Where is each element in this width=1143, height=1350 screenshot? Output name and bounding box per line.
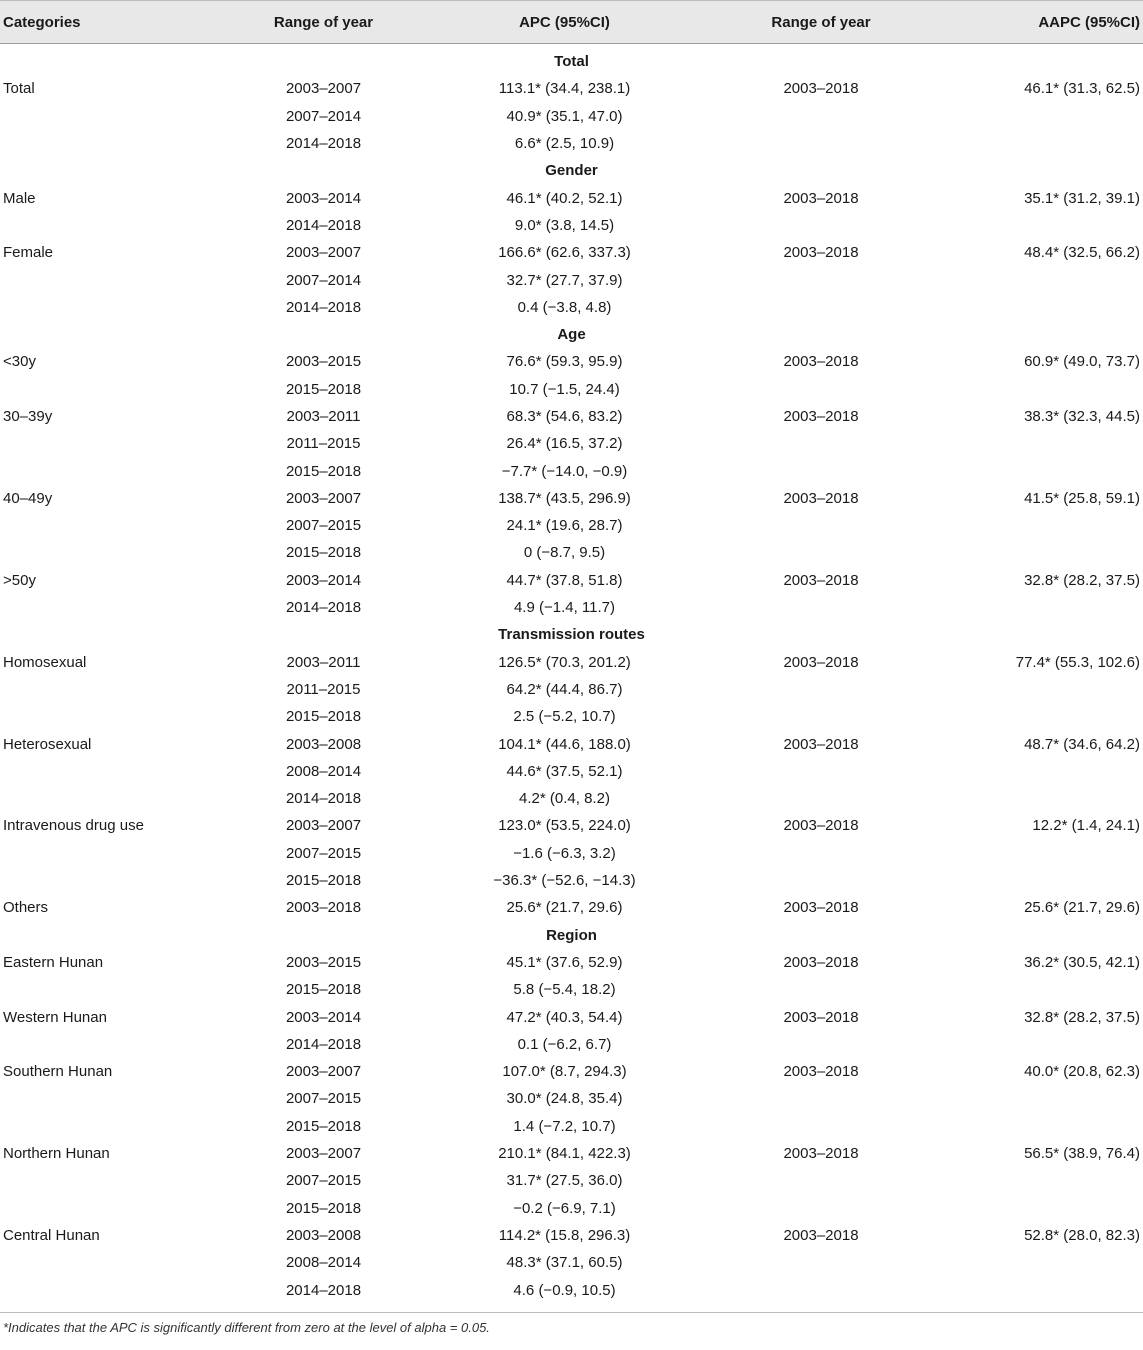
aapc-range-cell (697, 103, 945, 130)
aapc-cell: 12.2* (1.4, 24.1) (1032, 817, 1140, 835)
section-heading: Total (554, 53, 589, 71)
aapc-cell: 60.9* (49.0, 73.7) (1024, 353, 1140, 371)
apc-range-cell: 2003–2015 (285, 953, 362, 971)
section-row (0, 44, 1143, 76)
table-row (0, 894, 1143, 921)
apc-cell: 30.0* (24.8, 35.4) (506, 1090, 623, 1108)
category-cell (0, 867, 215, 894)
category-cell: Heterosexual (3, 735, 92, 753)
apc-range-cell: 2007–2015 (285, 517, 362, 535)
apc-cell: 210.1* (84.1, 422.3) (498, 1145, 631, 1163)
aapc-range-cell (697, 376, 945, 403)
category-cell: 30–39y (3, 408, 53, 425)
aapc-range-cell (697, 976, 945, 1003)
category-cell (0, 130, 215, 157)
aapc-range-cell: 2003–2018 (783, 408, 859, 425)
category-cell (0, 103, 215, 130)
apc-cell: −7.7* (−14.0, −0.9) (501, 462, 628, 480)
apc-range-cell: 2003–2014 (285, 571, 362, 589)
apc-cell: 26.4* (16.5, 37.2) (506, 435, 623, 453)
apc-cell: 1.4 (−7.2, 10.7) (513, 1117, 616, 1135)
apc-cell: 40.9* (35.1, 47.0) (506, 107, 623, 125)
aapc-range-cell (697, 130, 945, 157)
aapc-cell: 32.8* (28.2, 37.5) (1024, 1008, 1140, 1026)
table-row (0, 812, 1143, 839)
category-cell: Western Hunan (3, 1008, 107, 1026)
apc-range-cell: 2014–2018 (285, 298, 362, 316)
apc-cell: 123.0* (53.5, 224.0) (498, 817, 631, 835)
aapc-cell: 32.8* (28.2, 37.5) (1024, 571, 1140, 589)
aapc-cell (945, 376, 1143, 403)
apc-cell: 64.2* (44.4, 86.7) (506, 680, 623, 698)
category-cell (0, 1194, 215, 1221)
table-row (0, 512, 1143, 539)
category-cell (0, 212, 215, 239)
table-row (0, 457, 1143, 484)
aapc-range-cell (697, 594, 945, 621)
apc-range-cell: 2003–2007 (285, 244, 362, 262)
category-cell (0, 1085, 215, 1112)
aapc-range-cell: 2003–2018 (783, 1145, 859, 1163)
apc-range-cell: 2003–2011 (286, 408, 361, 425)
section-row (0, 621, 1143, 648)
table-row (0, 1276, 1143, 1303)
apc-cell: 45.1* (37.6, 52.9) (506, 953, 623, 971)
category-cell: <30y (3, 353, 36, 371)
apc-range-cell: 2015–2018 (285, 872, 362, 890)
apc-cell: 9.0* (3.8, 14.5) (514, 216, 615, 234)
aapc-range-cell: 2003–2018 (783, 489, 859, 507)
aapc-range-cell (697, 1276, 945, 1303)
table-row (0, 266, 1143, 293)
apc-range-cell: 2014–2018 (285, 216, 362, 234)
apc-range-cell: 2007–2014 (285, 271, 362, 289)
aapc-cell: 38.3* (32.3, 44.5) (1024, 408, 1140, 425)
aapc-cell (945, 785, 1143, 812)
table-row (0, 294, 1143, 321)
apc-range-cell: 2003–2007 (285, 817, 362, 835)
apc-cell: 107.0* (8.7, 294.3) (502, 1063, 627, 1081)
table-row (0, 1058, 1143, 1085)
apc-cell: 0.4 (−3.8, 4.8) (517, 298, 612, 316)
apc-cell: −1.6 (−6.3, 3.2) (513, 844, 616, 862)
category-cell (0, 1276, 215, 1303)
aapc-range-cell: 2003–2018 (783, 1226, 859, 1244)
table-row (0, 1249, 1143, 1276)
section-row (0, 157, 1143, 184)
table-row (0, 539, 1143, 566)
apc-range-cell: 2003–2018 (285, 899, 362, 917)
category-cell (0, 457, 215, 484)
apc-cell: 113.1* (34.4, 238.1) (498, 80, 631, 98)
apc-range-cell: 2003–2008 (285, 735, 362, 753)
aapc-range-cell (697, 1031, 945, 1058)
table-row (0, 949, 1143, 976)
aapc-cell (945, 594, 1143, 621)
aapc-cell (945, 1113, 1143, 1140)
aapc-range-cell (697, 512, 945, 539)
apc-range-cell: 2014–2018 (285, 1281, 362, 1299)
category-cell (0, 703, 215, 730)
aapc-range-cell: 2003–2018 (783, 1063, 859, 1081)
table-row (0, 130, 1143, 157)
apc-range-cell: 2015–2018 (285, 1199, 362, 1217)
table-row (0, 430, 1143, 457)
aapc-cell (945, 676, 1143, 703)
aapc-cell (945, 1276, 1143, 1303)
apc-cell: 48.3* (37.1, 60.5) (506, 1254, 623, 1272)
apc-range-cell: 2003–2014 (285, 1008, 362, 1026)
aapc-cell (945, 212, 1143, 239)
category-cell (0, 539, 215, 566)
category-cell: Intravenous drug use (3, 817, 144, 835)
apc-cell: 4.6 (−0.9, 10.5) (513, 1281, 616, 1299)
category-cell: Total (3, 80, 35, 98)
table-row (0, 840, 1143, 867)
apc-cell: 6.6* (2.5, 10.9) (514, 135, 615, 153)
apc-cell: 68.3* (54.6, 83.2) (506, 408, 623, 425)
table-row (0, 403, 1143, 430)
aapc-cell (945, 840, 1143, 867)
apc-cell: 44.6* (37.5, 52.1) (506, 762, 623, 780)
apc-range-cell: 2011–2015 (286, 680, 361, 698)
apc-range-cell: 2015–2018 (285, 380, 362, 398)
category-cell (0, 1031, 215, 1058)
apc-range-cell: 2014–2018 (285, 790, 362, 808)
apc-range-cell: 2015–2018 (285, 544, 362, 562)
table-row (0, 103, 1143, 130)
aapc-range-cell (697, 840, 945, 867)
apc-range-cell: 2015–2018 (285, 708, 362, 726)
apc-range-cell: 2014–2018 (285, 1035, 362, 1053)
category-cell: Southern Hunan (3, 1063, 113, 1081)
aapc-range-cell (697, 457, 945, 484)
aapc-cell: 35.1* (31.2, 39.1) (1024, 189, 1140, 207)
apc-cell: 4.9 (−1.4, 11.7) (513, 599, 616, 617)
aapc-cell (945, 1249, 1143, 1276)
aapc-range-cell (697, 1249, 945, 1276)
aapc-range-cell: 2003–2018 (783, 817, 859, 835)
aapc-cell (945, 1085, 1143, 1112)
table-row (0, 1140, 1143, 1167)
apc-range-cell: 2015–2018 (285, 1117, 362, 1135)
apc-range-cell: 2014–2018 (285, 599, 362, 617)
apc-range-cell: 2003–2007 (285, 80, 362, 98)
apc-range-cell: 2015–2018 (285, 462, 362, 480)
section-heading: Region (546, 926, 597, 944)
apc-cell: 25.6* (21.7, 29.6) (506, 899, 623, 917)
apc-cell: 46.1* (40.2, 52.1) (506, 189, 623, 207)
table-row (0, 1167, 1143, 1194)
aapc-cell: 56.5* (38.9, 76.4) (1024, 1145, 1140, 1163)
apc-range-cell: 2007–2015 (285, 844, 362, 862)
table-row (0, 376, 1143, 403)
aapc-range-cell (697, 1113, 945, 1140)
table-row (0, 594, 1143, 621)
category-cell (0, 512, 215, 539)
section-heading: Age (557, 326, 586, 344)
category-cell: Eastern Hunan (3, 953, 104, 971)
category-cell: Others (3, 899, 49, 917)
header-categories: Categories (0, 1, 215, 44)
apc-range-cell: 2015–2018 (285, 981, 362, 999)
aapc-cell (945, 512, 1143, 539)
table-body (0, 44, 1143, 1304)
category-cell: 40–49y (3, 489, 53, 507)
apc-range-cell: 2003–2011 (286, 653, 361, 671)
table-row (0, 703, 1143, 730)
category-cell: Homosexual (3, 653, 87, 671)
category-cell (0, 676, 215, 703)
table-row (0, 976, 1143, 1003)
aapc-range-cell: 2003–2018 (783, 80, 859, 98)
category-cell (0, 840, 215, 867)
aapc-cell: 36.2* (30.5, 42.1) (1024, 953, 1140, 971)
aapc-cell: 25.6* (21.7, 29.6) (1024, 899, 1140, 917)
apc-cell: 138.7* (43.5, 296.9) (498, 489, 631, 507)
aapc-range-cell (697, 867, 945, 894)
table-row (0, 867, 1143, 894)
aapc-range-cell (697, 676, 945, 703)
category-cell (0, 376, 215, 403)
section-heading: Transmission routes (498, 626, 645, 644)
aapc-cell (945, 703, 1143, 730)
table-row (0, 730, 1143, 757)
aapc-range-cell: 2003–2018 (783, 1008, 859, 1026)
apc-cell: 76.6* (59.3, 95.9) (506, 353, 623, 371)
table-row (0, 649, 1143, 676)
table-row (0, 567, 1143, 594)
apc-range-cell: 2007–2014 (285, 107, 362, 125)
aapc-range-cell: 2003–2018 (783, 899, 859, 917)
aapc-cell (945, 539, 1143, 566)
category-cell (0, 594, 215, 621)
apc-cell: 5.8 (−5.4, 18.2) (513, 981, 616, 999)
table-footnote: *Indicates that the APC is significantly different from zero at the level of alpha = 0.05. (0, 1312, 1143, 1335)
table-row (0, 1113, 1143, 1140)
table-row (0, 785, 1143, 812)
aapc-range-cell: 2003–2018 (783, 735, 859, 753)
apc-cell: 44.7* (37.8, 51.8) (506, 571, 623, 589)
apc-range-cell: 2003–2008 (285, 1226, 362, 1244)
category-cell: Central Hunan (3, 1226, 100, 1244)
apc-range-cell: 2007–2015 (285, 1090, 362, 1108)
apc-cell: 114.2* (15.8, 296.3) (498, 1226, 631, 1244)
aapc-cell (945, 130, 1143, 157)
apc-range-cell: 2011–2015 (286, 435, 361, 453)
category-cell: >50y (3, 571, 36, 589)
category-cell (0, 430, 215, 457)
apc-cell: −0.2 (−6.9, 7.1) (513, 1199, 616, 1217)
aapc-range-cell (697, 785, 945, 812)
aapc-cell: 48.7* (34.6, 64.2) (1024, 735, 1140, 753)
table-row (0, 184, 1143, 211)
aapc-range-cell: 2003–2018 (783, 244, 859, 262)
aapc-range-cell: 2003–2018 (783, 189, 859, 207)
aapc-cell: 48.4* (32.5, 66.2) (1024, 244, 1140, 262)
apc-range-cell: 2003–2007 (285, 489, 362, 507)
apc-range-cell: 2003–2007 (285, 1145, 362, 1163)
aapc-cell (945, 430, 1143, 457)
category-cell (0, 1113, 215, 1140)
aapc-range-cell (697, 1194, 945, 1221)
apc-cell: 126.5* (70.3, 201.2) (498, 653, 631, 671)
apc-cell: 10.7 (−1.5, 24.4) (509, 380, 620, 398)
aapc-cell: 40.0* (20.8, 62.3) (1024, 1063, 1140, 1081)
aapc-cell (945, 867, 1143, 894)
aapc-cell (945, 457, 1143, 484)
aapc-cell: 52.8* (28.0, 82.3) (1024, 1226, 1140, 1244)
apc-range-cell: 2008–2014 (285, 1254, 362, 1272)
apc-range-cell: 2014–2018 (285, 135, 362, 153)
apc-cell: 32.7* (27.7, 37.9) (506, 271, 623, 289)
table-row (0, 485, 1143, 512)
apc-range-cell: 2003–2007 (285, 1063, 362, 1081)
aapc-range-cell: 2003–2018 (783, 571, 859, 589)
aapc-cell (945, 1167, 1143, 1194)
apc-cell: 166.6* (62.6, 337.3) (498, 244, 631, 262)
aapc-cell: 46.1* (31.3, 62.5) (1024, 80, 1140, 98)
aapc-range-cell: 2003–2018 (783, 653, 859, 671)
aapc-range-cell (697, 266, 945, 293)
aapc-range-cell (697, 703, 945, 730)
header-range-of-year-apc: Range of year (215, 1, 432, 44)
table-row (0, 239, 1143, 266)
section-row (0, 922, 1143, 949)
aapc-cell (945, 103, 1143, 130)
category-cell (0, 1167, 215, 1194)
aapc-range-cell (697, 758, 945, 785)
aapc-cell: 77.4* (55.3, 102.6) (1015, 653, 1140, 671)
apc-range-cell: 2003–2014 (285, 189, 362, 207)
category-cell (0, 785, 215, 812)
apc-cell: 2.5 (−5.2, 10.7) (513, 708, 616, 726)
header-row (0, 1, 1143, 44)
apc-cell: 0 (−8.7, 9.5) (523, 544, 606, 562)
aapc-range-cell (697, 539, 945, 566)
aapc-cell (945, 976, 1143, 1003)
header-range-of-year-aapc: Range of year (697, 1, 945, 44)
category-cell: Northern Hunan (3, 1145, 110, 1163)
table-row (0, 212, 1143, 239)
aapc-range-cell (697, 430, 945, 457)
category-cell: Female (3, 244, 54, 262)
apc-cell: −36.3* (−52.6, −14.3) (493, 872, 636, 890)
apc-cell: 24.1* (19.6, 28.7) (506, 517, 623, 535)
header-aapc: AAPC (95%CI) (945, 1, 1143, 44)
table-row (0, 1222, 1143, 1249)
apc-cell: 104.1* (44.6, 188.0) (498, 735, 631, 753)
aapc-range-cell (697, 1167, 945, 1194)
header-apc: APC (95%CI) (432, 1, 697, 44)
aapc-range-cell: 2003–2018 (783, 353, 859, 371)
aapc-range-cell: 2003–2018 (783, 953, 859, 971)
apc-range-cell: 2008–2014 (285, 762, 362, 780)
apc-cell: 4.2* (0.4, 8.2) (519, 790, 610, 808)
category-cell (0, 976, 215, 1003)
apc-range-cell: 2003–2015 (285, 353, 362, 371)
aapc-cell: 41.5* (25.8, 59.1) (1024, 489, 1140, 507)
aapc-range-cell (697, 1085, 945, 1112)
table-row (0, 1031, 1143, 1058)
section-row (0, 321, 1143, 348)
table-row (0, 75, 1143, 102)
aapc-cell (945, 266, 1143, 293)
category-cell (0, 266, 215, 293)
aapc-range-cell (697, 212, 945, 239)
category-cell (0, 1249, 215, 1276)
table-row (0, 758, 1143, 785)
apc-cell: 31.7* (27.5, 36.0) (506, 1172, 623, 1190)
table-row (0, 1003, 1143, 1030)
aapc-cell (945, 1194, 1143, 1221)
aapc-range-cell (697, 294, 945, 321)
category-cell (0, 758, 215, 785)
aapc-cell (945, 758, 1143, 785)
category-cell (0, 294, 215, 321)
apc-cell: 47.2* (40.3, 54.4) (506, 1008, 623, 1026)
aapc-cell (945, 1031, 1143, 1058)
apc-range-cell: 2007–2015 (285, 1172, 362, 1190)
category-cell: Male (3, 189, 36, 207)
table-row (0, 676, 1143, 703)
apc-cell: 0.1 (−6.2, 6.7) (517, 1035, 612, 1053)
section-heading: Gender (545, 162, 598, 180)
aapc-cell (945, 294, 1143, 321)
table-row (0, 1194, 1143, 1221)
table-header (0, 1, 1143, 44)
table-row (0, 1085, 1143, 1112)
table-row (0, 348, 1143, 375)
